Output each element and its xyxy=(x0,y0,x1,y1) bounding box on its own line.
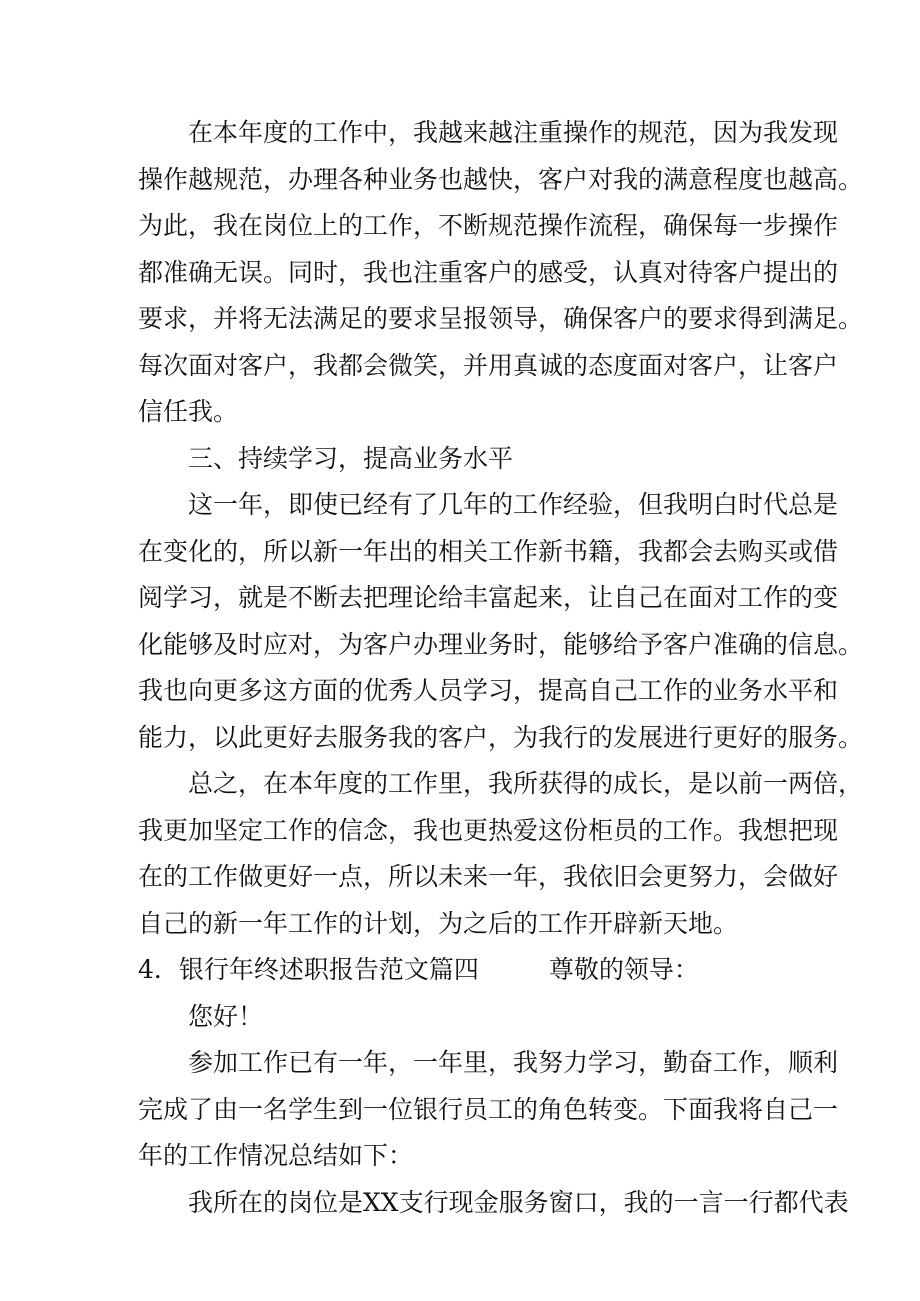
paragraph-line: 在变化的，所以新一年出的相关工作新书籍，我都会去购买或借 xyxy=(138,536,839,566)
paragraph-line: 完成了由一名学生到一位银行员工的角色转变。下面我将自己一 xyxy=(138,1094,839,1124)
paragraph-line: 都准确无误。同时，我也注重客户的感受，认真对待客户提出的 xyxy=(138,257,839,287)
greeting: 您好！ xyxy=(188,1001,264,1031)
section-heading-row xyxy=(138,947,788,994)
paragraph-line: 我也向更多这方面的优秀人员学习，提高自己工作的业务水平和 xyxy=(138,676,839,705)
paragraph-line: 在本年度的工作中，我越来越注重操作的规范，因为我发现 xyxy=(188,118,839,147)
paragraph-line: 信任我。 xyxy=(138,397,239,426)
paragraph-line: 年的工作情况总结如下： xyxy=(138,1141,414,1170)
paragraph-line: 要求，并将无法满足的要求呈报领导，确保客户的要求得到满足。 xyxy=(138,304,864,333)
paragraph-line: 我所在的岗位是XX支行现金服务窗口，我的一言一行都代表 xyxy=(188,1187,849,1217)
section-heading: 4．银行年终述职报告范文篇四 xyxy=(138,955,479,984)
paragraph-line: 化能够及时应对，为客户办理业务时，能够给予客户准确的信息。 xyxy=(138,629,864,659)
paragraph-line: 阅学习，就是不断去把理论给丰富起来，让自己在面对工作的变 xyxy=(138,583,839,612)
paragraph-line: 总之，在本年度的工作里，我所获得的成长，是以前一两倍， xyxy=(188,769,864,798)
document-body xyxy=(138,110,864,1226)
paragraph-line: 在的工作做更好一点，所以未来一年，我依旧会更努力，会做好 xyxy=(138,862,839,891)
paragraph-line: 这一年，即使已经有了几年的工作经验，但我明白时代总是 xyxy=(188,490,839,519)
paragraph-line: 为此，我在岗位上的工作，不断规范操作流程，确保每一步操作 xyxy=(138,211,839,240)
paragraph-line: 每次面对客户，我都会微笑，并用真诚的态度面对客户，让客户 xyxy=(138,350,839,380)
subsection-heading: 三、持续学习，提高业务水平 xyxy=(188,443,514,473)
paragraph-line: 自己的新一年工作的计划，为之后的工作开辟新天地。 xyxy=(138,908,739,938)
paragraph-line: 操作越规范，办理各种业务也越快，客户对我的满意程度也越高。 xyxy=(138,164,864,194)
paragraph-line: 参加工作已有一年，一年里，我努力学习，勤奋工作，顺利 xyxy=(188,1048,839,1077)
paragraph-line: 能力，以此更好去服务我的客户，为我行的发展进行更好的服务。 xyxy=(138,722,864,752)
salutation: 尊敬的领导： xyxy=(548,955,699,984)
paragraph-line: 我更加坚定工作的信念，我也更热爱这份柜员的工作。我想把现 xyxy=(138,815,839,845)
